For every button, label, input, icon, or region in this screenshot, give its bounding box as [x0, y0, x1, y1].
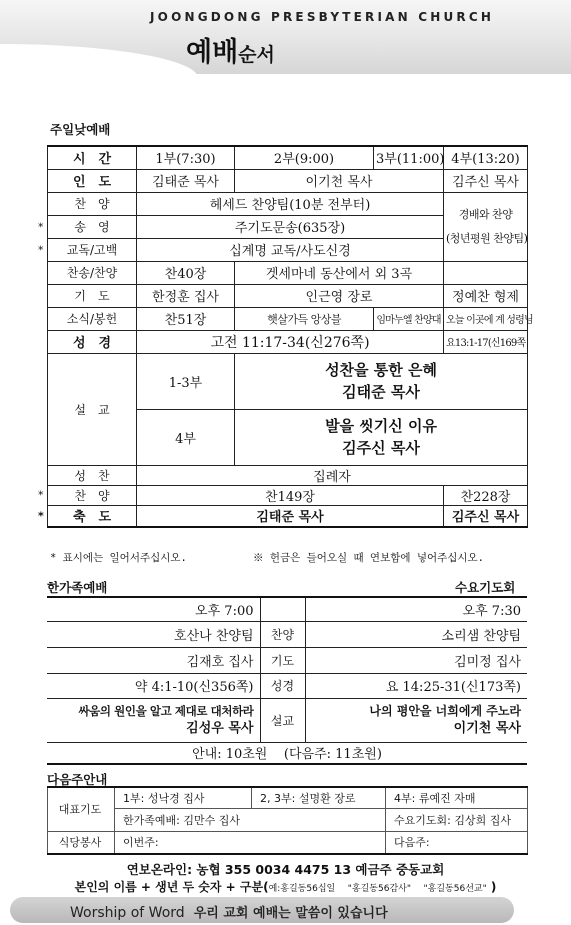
- family-scripture: 약 4:1-10(신356쪽): [47, 673, 260, 698]
- guide-cell: [47, 742, 527, 764]
- wednesday-prayer: 김미정 집사: [305, 647, 527, 673]
- praise-4-team: (청년평원 찬양팀): [446, 231, 528, 245]
- wednesday-sermon-preacher: 이기천 목사: [453, 721, 521, 736]
- praise2-13: 찬149장: [137, 485, 444, 505]
- stand-star: *: [38, 488, 44, 502]
- prayer-label: 기 도: [48, 284, 137, 307]
- time-divider: [260, 597, 305, 621]
- page-title-main: 예배: [186, 37, 239, 68]
- scripture-4: 요13:1-17(신169쪽: [444, 330, 528, 353]
- family-time-row: [47, 597, 527, 621]
- next-prayer-23: 2, 3부: 설명환 장로: [252, 787, 386, 808]
- hymn-4: [444, 261, 528, 284]
- praise-4-title: 경배와 찬양: [458, 207, 513, 221]
- footer-slogan: [70, 902, 388, 921]
- offering-notice: ※ 헌금은 들어오실 때 연보함에 넣어주십시오.: [253, 552, 485, 564]
- sermon-4-cell: [235, 409, 528, 465]
- next-prayer-family: 한가족예배: 김만수 집사: [115, 808, 386, 831]
- confession-value: 십계명 교독/사도신경: [137, 238, 444, 261]
- guide-row: [47, 742, 527, 764]
- church-name: JOONGDONG PRESBYTERIAN CHURCH: [150, 10, 495, 24]
- sermon-13-row: [48, 353, 528, 409]
- example-1: 예:홍길동56십일: [268, 884, 336, 894]
- online-instruction: [0, 878, 571, 895]
- next-prayer-wed: 수요기도회: 김상희 집사: [386, 808, 528, 831]
- next-prayer-row-2: [48, 808, 528, 831]
- scripture-label: 성 경: [48, 330, 137, 353]
- next-meal-this: 이번주:: [115, 831, 386, 854]
- prayer-1: 한정훈 집사: [137, 284, 235, 307]
- wednesday-praise: 소리샘 찬양팀: [305, 621, 527, 647]
- hymn-1: 찬40장: [137, 261, 235, 284]
- sermon-13-preacher: 김태준 목사: [342, 383, 420, 401]
- sermon-4-title: 발을 씻기신 이유: [325, 417, 437, 435]
- sunday-section-title: 주일낮예배: [50, 122, 111, 137]
- praise-row: [48, 192, 528, 215]
- news-1: 찬51장: [137, 307, 235, 330]
- sermon-label: 설교: [260, 698, 305, 742]
- stand-notice: * 표시에는 일어서주십시오.: [50, 552, 187, 564]
- next-prayer-label: 대표기도: [48, 787, 115, 831]
- leader-1: 김태준 목사: [137, 169, 235, 192]
- family-sermon-row: [47, 698, 527, 742]
- time-4: 4부(13:20): [444, 146, 528, 169]
- family-wednesday-table: [47, 596, 527, 765]
- hymn-row: [48, 261, 528, 284]
- time-2: 2부(9:00): [235, 146, 374, 169]
- family-sermon: [47, 698, 260, 742]
- sermon-13-cell: [235, 353, 528, 409]
- stand-star: *: [38, 243, 44, 256]
- wednesday-time: 오후 7:30: [305, 597, 527, 621]
- example-3: "홍길동56선교": [423, 884, 487, 894]
- family-sermon-title: 싸움의 원인을 알고 제대로 대처하라: [78, 704, 254, 718]
- wednesday-sermon-title: 나의 평안을 너희에게 주노라: [369, 704, 521, 718]
- family-praise-row: [47, 621, 527, 647]
- prayer-23: 인근영 장로: [235, 284, 444, 307]
- family-prayer-row: [47, 647, 527, 673]
- footer-english: Worship of Word: [70, 905, 185, 921]
- scripture-row: [48, 330, 528, 353]
- page-title: [186, 30, 275, 69]
- footer-korean: 우리 교회 예배는 말씀이 있습니다: [193, 906, 388, 921]
- example-2: "홍길동56감사": [347, 884, 411, 894]
- prayer-row: [48, 284, 528, 307]
- blessing-row: [48, 505, 528, 527]
- hymn-label: 찬송/찬양: [48, 261, 137, 284]
- news-4: 오늘 이곳에 계 성령님: [444, 307, 528, 330]
- prayer-label: 기도: [260, 647, 305, 673]
- instruction-text: 본인의 이름 + 생년 두 숫자 + 구분(: [74, 880, 269, 894]
- sermon-4-preacher: 김주신 목사: [342, 439, 420, 457]
- creed-label: * 송 영: [48, 215, 137, 238]
- hymn-23: 겟세마네 동산에서 외 3곡: [235, 261, 444, 284]
- leader-4: 김주신 목사: [444, 169, 528, 192]
- time-label: 시 간: [48, 146, 137, 169]
- next-prayer-4: 4부: 류예진 자매: [386, 787, 528, 808]
- stand-star: *: [38, 509, 44, 523]
- praise-4-cell: [444, 192, 528, 261]
- scripture-value: 고전 11:17-34(신276쪽): [137, 330, 444, 353]
- praise2-row: [48, 485, 528, 505]
- creed-value: 주기도문송(635장): [137, 215, 444, 238]
- online-account: 연보온라인: 농협 355 0034 4475 13 예금주 중동교회: [126, 862, 445, 877]
- sunday-order-table: [38, 145, 533, 528]
- news-label: 소식/봉헌: [48, 307, 137, 330]
- next-meal-row: [48, 831, 528, 854]
- family-praise: 호산나 찬양팀: [47, 621, 260, 647]
- family-time: 오후 7:00: [47, 597, 260, 621]
- sermon-4-label: 4부: [137, 409, 235, 465]
- time-row: [48, 146, 528, 169]
- prayer-4: 정예찬 형제: [444, 284, 528, 307]
- leader-row: [48, 169, 528, 192]
- news-row: [48, 307, 528, 330]
- communion-row: [48, 465, 528, 485]
- news-2: 햇살가득 앙상블: [235, 307, 374, 330]
- leader-23: 이기천 목사: [235, 169, 444, 192]
- time-3: 3부(11:00): [374, 146, 444, 169]
- next-meal-label: 식당봉사: [48, 831, 115, 854]
- leader-label: 인 도: [48, 169, 137, 192]
- guide-next-text: (다음주: 11초원): [283, 747, 382, 763]
- blessing-label: * 축 도: [48, 505, 137, 527]
- time-1: 1부(7:30): [137, 146, 235, 169]
- next-prayer-1: 1부: 성낙경 집사: [115, 787, 252, 808]
- guide-text: 안내: 10초원: [192, 747, 268, 763]
- page-title-sub: 순서: [238, 44, 275, 66]
- family-prayer: 김재호 집사: [47, 647, 260, 673]
- scripture-label: 성경: [260, 673, 305, 698]
- next-week-table: [47, 786, 528, 855]
- bulletin-header: [0, 0, 571, 74]
- family-sermon-preacher: 김성우 목사: [186, 721, 254, 736]
- confession-label: * 교독/고백: [48, 238, 137, 261]
- praise2-label: * 찬 양: [48, 485, 137, 505]
- instruction-close: ): [486, 880, 497, 894]
- wednesday-sermon: [305, 698, 527, 742]
- blessing-13: 김태준 목사: [137, 505, 444, 527]
- next-meal-next: 다음주:: [386, 831, 528, 854]
- family-section-title: 한가족예배: [47, 580, 108, 595]
- sermon-label: 설 교: [48, 353, 137, 465]
- stand-star: *: [38, 220, 44, 233]
- blessing-4: 김주신 목사: [444, 505, 528, 527]
- praise-label: 찬 양: [48, 192, 137, 215]
- praise-label: 찬양: [260, 621, 305, 647]
- wednesday-section-title: 수요기도회: [455, 580, 516, 595]
- news-3: 임마누엘 찬양대: [374, 307, 444, 330]
- praise-value: 헤세드 찬양팀(10분 전부터): [137, 192, 444, 215]
- next-prayer-row-1: [48, 787, 528, 808]
- sermon-13-label: 1-3부: [137, 353, 235, 409]
- next-week-title: 다음주안내: [47, 772, 108, 787]
- family-scripture-row: [47, 673, 527, 698]
- wednesday-scripture: 요 14:25-31(신173쪽): [305, 673, 527, 698]
- communion-label: 성 찬: [48, 465, 137, 485]
- sermon-13-title: 성찬을 통한 은혜: [325, 361, 437, 379]
- communion-value: 집례자: [137, 465, 528, 485]
- praise2-4: 찬228장: [444, 485, 528, 505]
